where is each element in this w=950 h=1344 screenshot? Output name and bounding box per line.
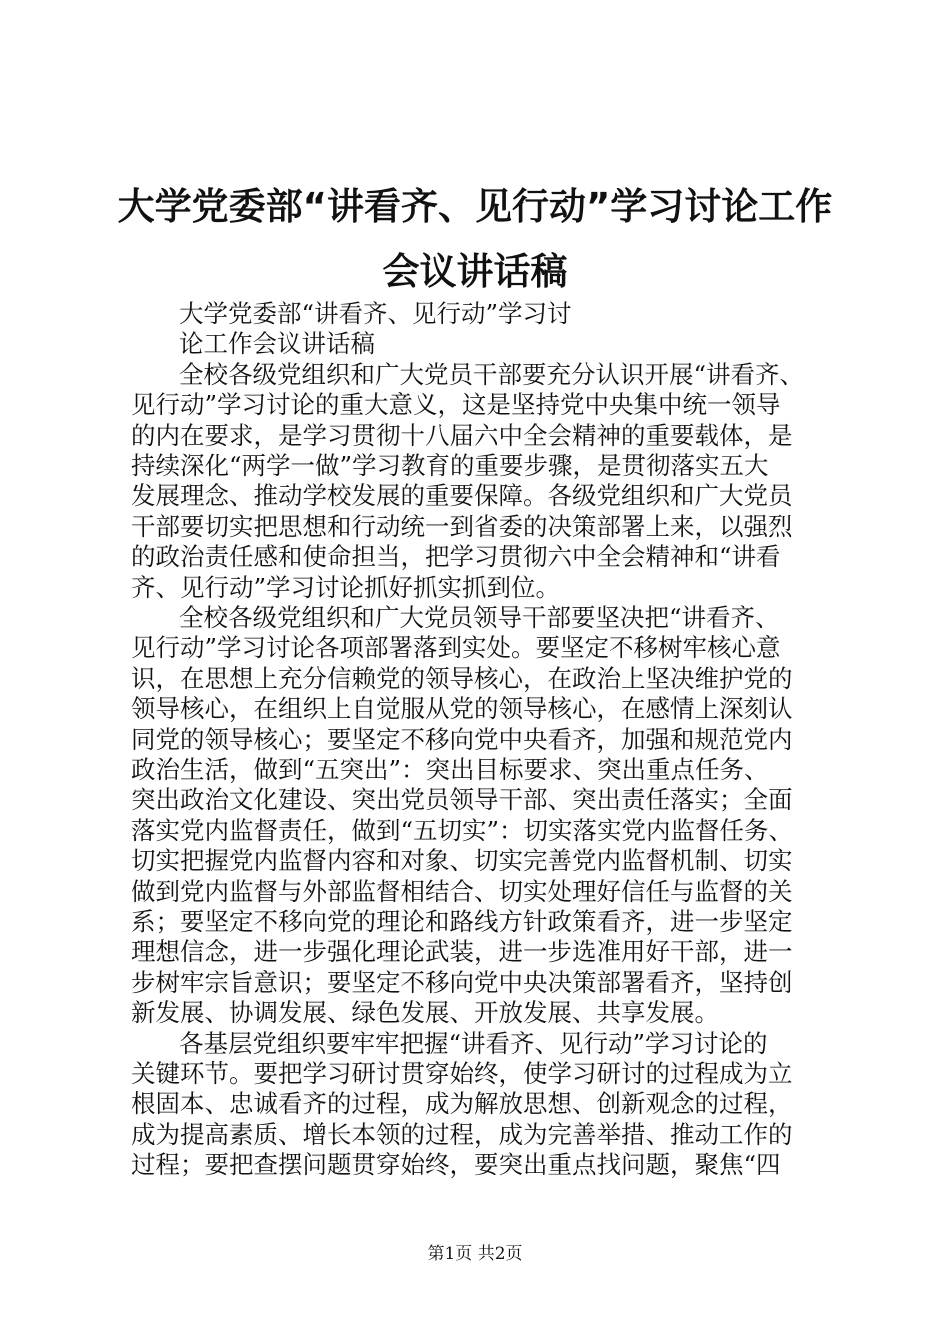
body-line: 落实党内监督责任，做到“五切实”：切实落实党内监督任务、 (131, 816, 794, 845)
body-line: 的内在要求，是学习贯彻十八届六中全会精神的重要载体，是 (131, 421, 793, 450)
body-line: 政治生活，做到“五突出”：突出目标要求、突出重点任务、 (131, 755, 769, 784)
body-line: 领导核心，在组织上自觉服从党的领导核心，在感情上深刻认 (131, 694, 793, 723)
body-line: 新发展、协调发展、绿色发展、开放发展、共享发展。 (131, 998, 719, 1027)
body-line: 发展理念、推动学校发展的重要保障。各级党组织和广大党员 (131, 481, 793, 510)
body-line: 步树牢宗旨意识；要坚定不移向党中央决策部署看齐，坚持创 (131, 968, 793, 997)
body-line: 的政治责任感和使命担当，把学习贯彻六中全会精神和“讲看 (131, 542, 781, 571)
body-line: 见行动”学习讨论的重大意义，这是坚持党中央集中统一领导 (131, 390, 781, 419)
body-line: 识，在思想上充分信赖党的领导核心，在政治上坚决维护党的 (131, 664, 793, 693)
body-line: 各基层党组织要牢牢把握“讲看齐、见行动”学习讨论的 (179, 1029, 768, 1058)
body-line: 切实把握党内监督内容和对象、切实完善党内监督机制、切实 (131, 846, 793, 875)
body-line: 全校各级党组织和广大党员干部要充分认识开展“讲看齐、 (179, 360, 805, 389)
body-line: 理想信念，进一步强化理论武装，进一步选准用好干部，进一 (131, 937, 793, 966)
document-title-line-2: 会议讲话稿 (382, 250, 568, 293)
body-line: 齐、见行动”学习讨论抓好抓实抓到位。 (131, 573, 561, 602)
body-line: 见行动”学习讨论各项部署落到实处。要坚定不移树牢核心意 (131, 633, 781, 662)
body-line: 干部要切实把思想和行动统一到省委的决策部署上来，以强烈 (131, 512, 793, 541)
body-line: 根固本、忠诚看齐的过程，成为解放思想、创新观念的过程， (131, 1089, 793, 1118)
body-line: 成为提高素质、增长本领的过程，成为完善举措、推动工作的 (131, 1120, 793, 1149)
body-line: 大学党委部“讲看齐、见行动”学习讨 (179, 299, 572, 328)
body-line: 持续深化“两学一做”学习教育的重要步骤，是贯彻落实五大 (131, 451, 769, 480)
body-line: 突出政治文化建设、突出党员领导干部、突出责任落实；全面 (131, 785, 793, 814)
body-line: 同党的领导核心；要坚定不移向党中央看齐，加强和规范党内 (131, 725, 793, 754)
body-line: 关键环节。要把学习研讨贯穿始终，使学习研讨的过程成为立 (131, 1059, 793, 1088)
body-line: 过程；要把查摆问题贯穿始终，要突出重点找问题，聚焦“四 (131, 1150, 781, 1179)
document-title-line-1: 大学党委部“讲看齐、见行动”学习讨论工作 (117, 185, 833, 228)
body-line: 做到党内监督与外部监督相结合、切实处理好信任与监督的关 (131, 877, 793, 906)
page-number-footer: 第1页 共2页 (427, 1244, 523, 1264)
body-line: 系；要坚定不移向党的理论和路线方针政策看齐，进一步坚定 (131, 907, 793, 936)
body-line: 论工作会议讲话稿 (179, 329, 375, 358)
body-line: 全校各级党组织和广大党员领导干部要坚决把“讲看齐、 (179, 603, 780, 632)
